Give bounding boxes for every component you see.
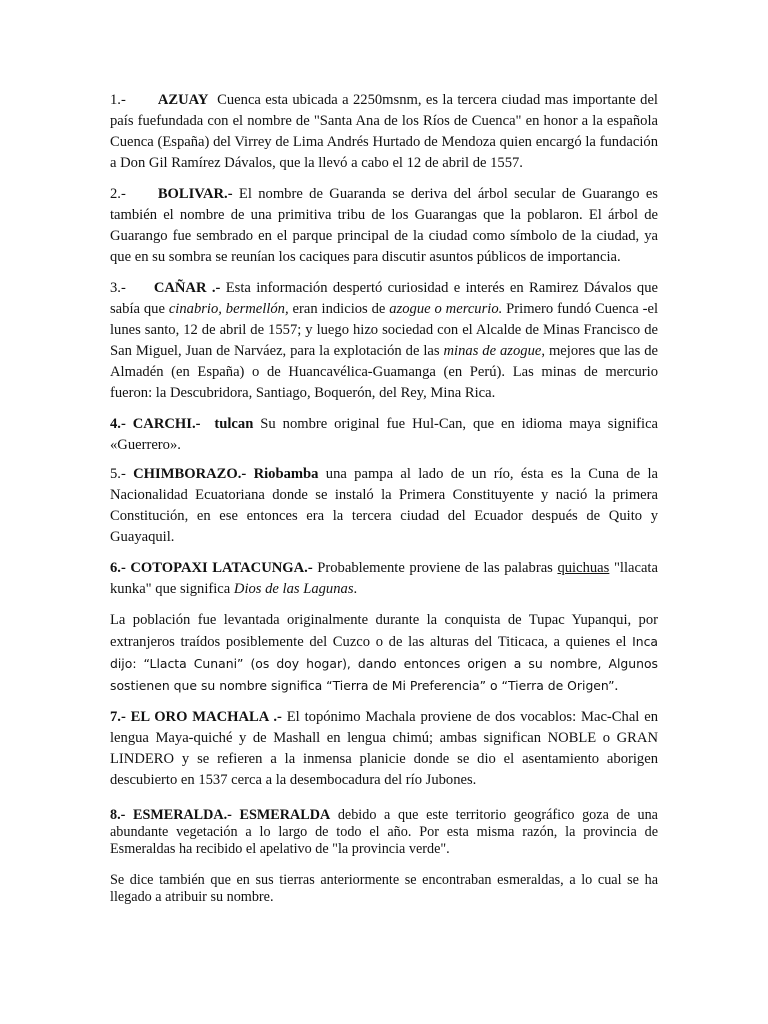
paragraph-el-oro	[110, 707, 658, 791]
paragraph-canar	[110, 278, 658, 404]
paragraph-text: Probablemente proviene de las palabras	[317, 560, 553, 576]
item-number: 3.-	[110, 280, 126, 296]
item-number: 2.-	[110, 186, 126, 202]
paragraph-text: .	[614, 678, 619, 694]
paragraph-text: Esta información despertó curiosidad e interés en Ramirez Dávalos que sabía que	[110, 280, 659, 317]
city-name: tulcan	[214, 416, 254, 432]
province-heading: 7.- EL ORO MACHALA .-	[110, 709, 282, 725]
paragraph-text: .	[353, 581, 358, 597]
paragraph-text: "llacata kunka" que significa	[110, 560, 658, 597]
province-heading: AZUAY	[157, 92, 209, 108]
paragraph-latacunga-origin	[110, 610, 658, 697]
paragraph-text: Se dice también que en sus tierras anteriormente se encontraban esmeraldas, a lo cual se ha llegado a atribuir su nombre.	[110, 872, 658, 905]
paragraph-text: Cuenca esta ubicada a 2250msnm, es la tercera ciudad mas importante del país fuefundada con el nombre de "Santa Ana de los Ríos de Cuenca" en honor a la española Cuenca (España) del Virrey de Lima Andrés Hurtado de Mendoza quien encargó la fundación a Don Gil Ramírez Dávalos, que la llevó a cabo el 12 de abril de 1557.	[110, 92, 658, 171]
province-heading: CAÑAR .-	[153, 280, 221, 296]
paragraph-bolivar	[110, 184, 658, 268]
paragraph-esmeralda	[110, 807, 658, 858]
province-heading: 4.- CARCHI.-	[110, 416, 201, 432]
paragraph-carchi	[110, 414, 658, 456]
paragraph-text: , mejores que las de Almadén (en España) o de Huancavélica-Guamanga (en Perú). Las minas de mercurio fueron: la Descubridora, Santiago, Boquerón, del Rey, Mina Rica.	[110, 343, 658, 401]
paragraph-text: debido a que este territorio geográfico goza de una abundante vegetación a lo largo de todo el año. Por esta misma razón, la provincia de Esmeraldas ha recibido el apelativo de "la provincia verde".	[110, 807, 658, 857]
paragraph-text: una pampa al lado de un río, ésta es la Cuna de la Nacionalidad Ecuatoriana donde se instaló la Primera Constituyente y nació la primera Constitución, en ese entonces era la tercera ciudad del Ecuador después de Quito y Guayaquil.	[110, 466, 658, 545]
paragraph-text: Primero fundó Cuenca -el lunes santo, 12 de abril de 1557; y luego hizo sociedad con el Alcalde de Minas Francisco de San Miguel, Juan de Narváez, para la explotación de las	[110, 301, 659, 359]
item-number: 5.-	[110, 466, 126, 482]
province-heading: 8.- ESMERALDA.- ESMERALDA	[110, 807, 331, 823]
paragraph-text: eran indicios de	[292, 301, 386, 317]
paragraph-text: Su nombre original fue Hul-Can, que en idioma maya significa «Guerrero».	[110, 416, 659, 453]
italic-text: cinabrio, bermellón,	[168, 301, 289, 317]
province-heading: 6.- COTOPAXI LATACUNGA.-	[110, 560, 313, 576]
paragraph-esmeralda-name	[110, 872, 658, 906]
paragraph-cotopaxi	[110, 558, 658, 600]
italic-text: minas de azogue	[443, 343, 542, 359]
city-name: Riobamba	[253, 466, 319, 482]
paragraph-azuay	[110, 90, 658, 174]
paragraph-text: El topónimo Machala proviene de dos vocablos: Mac-Chal en lengua Maya-quiché y de Mashall en lengua chimú; ambas significan NOBLE o GRAN LINDERO y se refieren a la inmensa planicie donde se dio el asentamiento aborigen descubierto en 1537 cerca a la desembocadura del río Jubones.	[110, 709, 658, 788]
province-heading: CHIMBORAZO.-	[133, 466, 247, 482]
paragraph-text: El nombre de Guaranda se deriva del árbol secular de Guarango es también el nombre de una primitiva tribu de los Guarangas que la poblaron. El árbol de Guarango fue sembrado en el parque principal de la ciudad como símbolo de la ciudad, ya que en su sombra se reunían los caciques para discutir asuntos públicos de importancia.	[110, 186, 658, 265]
item-number: 1.-	[110, 92, 126, 108]
italic-text: Dios de las Lagunas	[233, 581, 354, 597]
italic-text: azogue o mercurio.	[389, 301, 503, 317]
underlined-text: quichuas	[557, 560, 610, 576]
paragraph-text: La población fue levantada originalmente durante la conquista de Tupac Yupanqui, por extranjeros traídos posiblemente del Cuzco o de las alturas del Titicaca, a quienes el	[110, 612, 658, 650]
paragraph-chimborazo	[110, 464, 658, 548]
province-heading: BOLIVAR.-	[157, 186, 233, 202]
quoted-text: Inca dijo: “Llacta Cunani” (os doy hogar), dando entonces origen a su nombre, Algunos sostienen que su nombre significa “Tierra de Mi Preferencia” o “Tierra de Origen”	[110, 634, 658, 693]
